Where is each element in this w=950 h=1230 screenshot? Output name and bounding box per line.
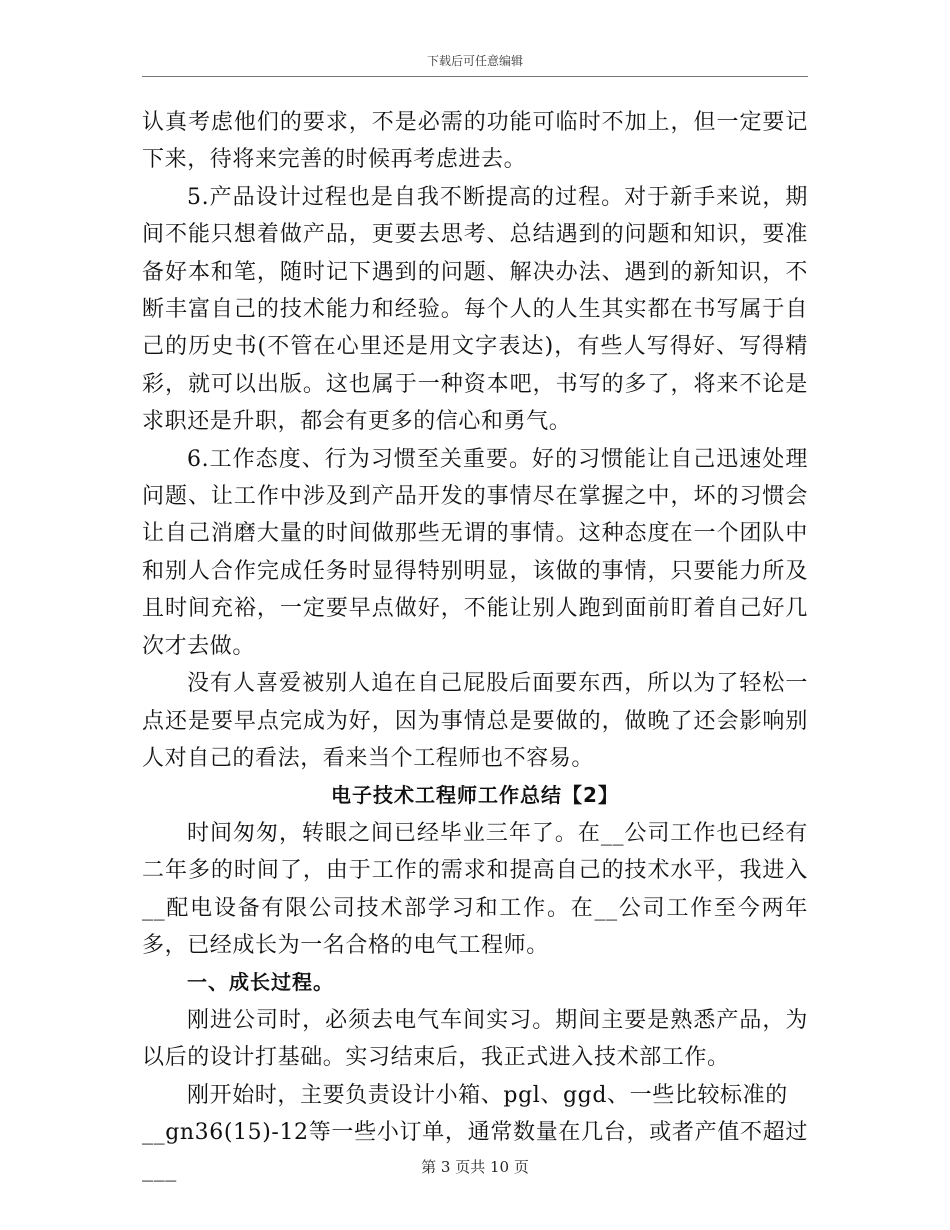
section-title: 电子技术工程师工作总结【2】 (331, 783, 619, 808)
paragraph-continuation: 认真考虑他们的要求，不是必需的功能可临时不加上，但一定要记下来，待将来完善的时候再考虑进去。 (142, 110, 808, 173)
document-body (142, 104, 808, 1189)
paragraph-early-work-continued: __gn36(15)-12等一些小订单，通常数量在几台，或者产值不超过___ (142, 1119, 808, 1183)
page-header: 下载后可任意编辑 (426, 54, 523, 68)
sub-heading: 一、成长过程。 (187, 970, 334, 995)
paragraph-early-work: 刚开始时，主要负责设计小箱、pgl、ggd、一些比较标准的 (187, 1082, 788, 1108)
paragraph-item-5: 5.产品设计过程也是自我不断提高的过程。对于新手来说，期间不能只想着做产品，更要去思考、总结遇到的问题和知识，要准备好本和笔，随时记下遇到的问题、解决办法、遇到的新知识，不断丰富自己的技术能力和经验。每个人的人生其实都在书写属于自己的历史书(不管在心里还是用文字表达)，有些人写得好、写得精彩，就可以出版。这也属于一种资本吧，书写的多了，将来不论是求职还是升职，都会有更多的信心和勇气。 (142, 184, 808, 435)
paragraph-item-6: 6.工作态度、行为习惯至关重要。好的习惯能让自己迅速处理问题、让工作中涉及到产品开发的事情尽在掌握之中，坏的习惯会让自己消磨大量的时间做那些无谓的事情。这种态度在一个团队中和别人合作完成任务时显得特别明显，该做的事情，只要能力所及且时间充裕，一定要早点做好，不能让别人跑到面前盯着自己好几次才去做。 (142, 446, 808, 659)
paragraph-conclusion: 没有人喜爱被别人追在自己屁股后面要东西，所以为了轻松一点还是要早点完成为好，因为事情总是要做的，做晚了还会影响别人对自己的看法，看来当个工程师也不容易。 (142, 671, 808, 771)
page-number: 第 3 页共 10 页 (421, 1158, 529, 1176)
header-divider (142, 76, 808, 77)
paragraph-intro: 时间匆匆，转眼之间已经毕业三年了。在__公司工作也已经有二年多的时间了，由于工作的需求和提高自己的技术水平，我进入__配电设备有限公司技术部学习和工作。在__公司工作至今两年多，已经成长为一名合格的电气工程师。 (142, 820, 808, 958)
paragraph-internship: 刚进公司时，必须去电气车间实习。期间主要是熟悉产品，为以后的设计打基础。实习结束后，我正式进入技术部工作。 (142, 1007, 808, 1071)
